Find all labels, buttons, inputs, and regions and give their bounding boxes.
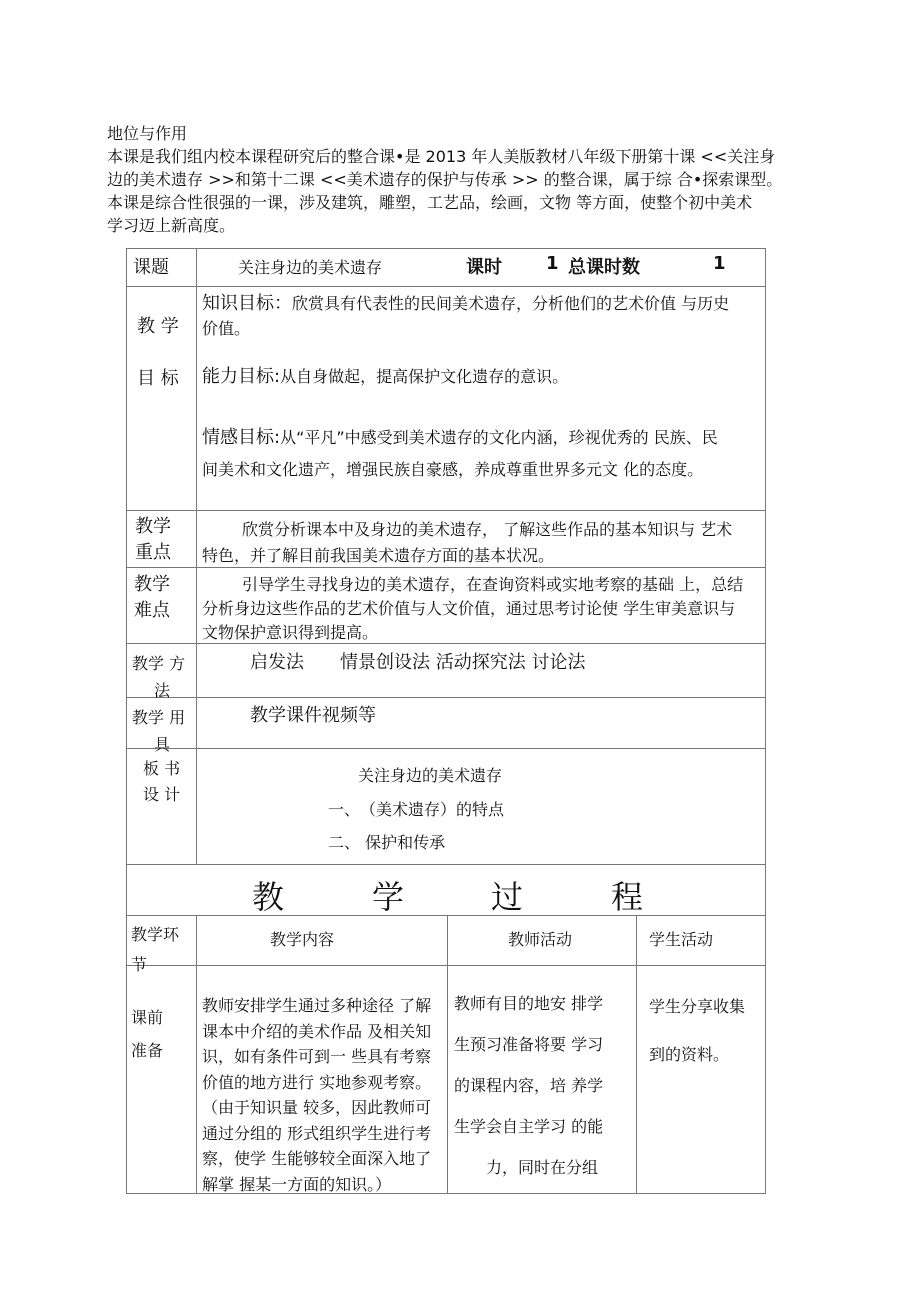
text-line: 察，使学 生能够较全面深入地了 — [202, 1149, 432, 1168]
label-line: 板 书 — [143, 759, 181, 778]
text-line: 的课程内容，培 养学 — [454, 1076, 604, 1095]
process-title-char: 学 — [372, 878, 405, 916]
tools-label — [132, 704, 185, 758]
text-line: 课前 — [131, 1008, 164, 1027]
intro-section — [107, 122, 782, 237]
text-line: 分析身边这些作品的艺术价值与人文价值，通过思考讨论使 学生审美意识与 — [202, 599, 736, 618]
goal-text: 间美术和文化遗产，增强民族自豪感，养成尊重世界多元文 化的态度。 — [202, 460, 704, 479]
board-title: 关注身边的美术遗存 — [358, 766, 503, 785]
label-line: 教学 方 — [132, 654, 186, 673]
label-line: 重点 — [135, 542, 171, 563]
emotion-goal — [202, 422, 718, 486]
text-line: 教师有目的地安 排学 — [454, 994, 604, 1013]
goal-text: 从自身做起，提高保护文化遗存的意识。 — [280, 367, 569, 386]
board-point: 二、 保护和传承 — [328, 833, 446, 852]
method-label — [132, 650, 185, 704]
total-hours-value: 1 — [713, 253, 726, 274]
text-line: 欣赏分析课本中及身边的美术遗存， 了解这些作品的基本知识与 艺术 — [242, 520, 733, 539]
teacher-cell — [454, 983, 603, 1188]
label-line: 具 — [154, 735, 171, 754]
header-student: 学生活动 — [649, 930, 714, 949]
goal-text: 价值。 — [202, 319, 251, 338]
board-label — [143, 756, 180, 808]
text-line: 力，同时在分组 — [454, 1158, 599, 1177]
label-line: 设 计 — [143, 785, 181, 804]
process-title-char: 教 — [252, 878, 285, 916]
text-line: 学生分享收集 — [649, 997, 746, 1016]
hours-label: 课时 — [466, 257, 502, 278]
goal-label: 情感目标: — [202, 427, 281, 448]
header-content: 教学内容 — [270, 930, 335, 949]
label-line: 难点 — [134, 600, 170, 621]
text-line: 解掌 握某一方面的知识。） — [202, 1174, 392, 1194]
text-line: 生学会自主学习 的能 — [454, 1117, 604, 1136]
process-title-char: 过 — [491, 878, 524, 916]
ability-goal — [202, 362, 568, 388]
text-line: 特色，并了解目前我国美术遗存方面的基本状况。 — [202, 546, 555, 565]
text-line: 文物保护意识得到提高。 — [202, 623, 379, 642]
student-cell — [649, 983, 745, 1079]
text-line: 生预习准备将要 学习 — [454, 1035, 604, 1054]
knowledge-goal — [202, 291, 729, 341]
board-point: 一、 （美术遗存）的特点 — [328, 800, 505, 819]
topic-value: 关注身边的美术遗存 — [238, 258, 383, 277]
label-line: 教学 — [134, 574, 170, 595]
intro-line: 本课是我们组内校本课程研究后的整合课•是 2013 年人美版教材八年级下册第十课 <<关注身 — [107, 147, 776, 166]
text-line: 准备 — [131, 1041, 164, 1060]
text-line: 价值的地方进行 实地参观考察。 — [202, 1072, 432, 1092]
goal-text: 从“平凡”中感受到美术遗存的文化内涵，珍视优秀的 民族、民 — [280, 428, 718, 447]
label-line: 教学 — [135, 516, 171, 537]
text-line: 识，如有条件可到一 些具有考察 — [202, 1047, 432, 1066]
total-hours-label: 总课时数 — [568, 257, 640, 278]
intro-line: 边的美术遗存 >>和第十二课 <<美术遗存的保护与传承 >> 的整合课，属于综 合•探索课型。 — [107, 170, 783, 189]
text-line: 引导学生寻找身边的美术遗存，在查询资料或实地考察的基础 上，总结 — [242, 575, 744, 594]
process-title-char: 程 — [611, 878, 644, 916]
method-text: 启发法 情景创设法 活动探究法 讨论法 — [250, 652, 586, 673]
text-line: 到的资料。 — [649, 1045, 730, 1064]
goal-text: 欣赏具有代表性的民间美术遗存，分析他们的艺术价值 与历史 — [292, 294, 730, 313]
label-line: 法 — [154, 681, 171, 700]
text-line: 通过分组的 形式组织学生进行考 — [202, 1123, 432, 1143]
text-line: 教师安排学生通过多种途径 了解 — [202, 996, 432, 1015]
content-cell — [202, 993, 431, 1197]
topic-label: 课题 — [133, 257, 169, 278]
stage-cell — [131, 1001, 163, 1067]
goals-label: 目 标 — [137, 368, 179, 389]
header-teacher: 教师活动 — [508, 930, 573, 949]
header-stage: 教学环节 — [131, 925, 180, 974]
goal-label: 知识目标： — [202, 293, 292, 314]
key-text — [202, 517, 732, 569]
intro-line: 学习迈上新高度。 — [107, 216, 236, 235]
hours-value: 1 — [546, 253, 559, 274]
key-label — [135, 514, 171, 566]
intro-line: 本课是综合性很强的一课，涉及建筑，雕塑，工艺品，绘画，文物 等方面，使整个初中美术 — [107, 193, 753, 212]
difficulty-label — [134, 572, 170, 624]
goals-label: 教 学 — [137, 316, 179, 337]
goal-label: 能力目标: — [202, 366, 281, 387]
difficulty-text — [202, 573, 743, 645]
section-heading: 地位与作用 — [107, 124, 188, 143]
tools-text: 教学课件视频等 — [250, 705, 376, 726]
label-line: 教学 用 — [132, 708, 186, 727]
text-line: 课本中介绍的美术作品 及相关知 — [202, 1021, 432, 1041]
text-line: （由于知识量 较多，因此教师可 — [202, 1098, 432, 1117]
